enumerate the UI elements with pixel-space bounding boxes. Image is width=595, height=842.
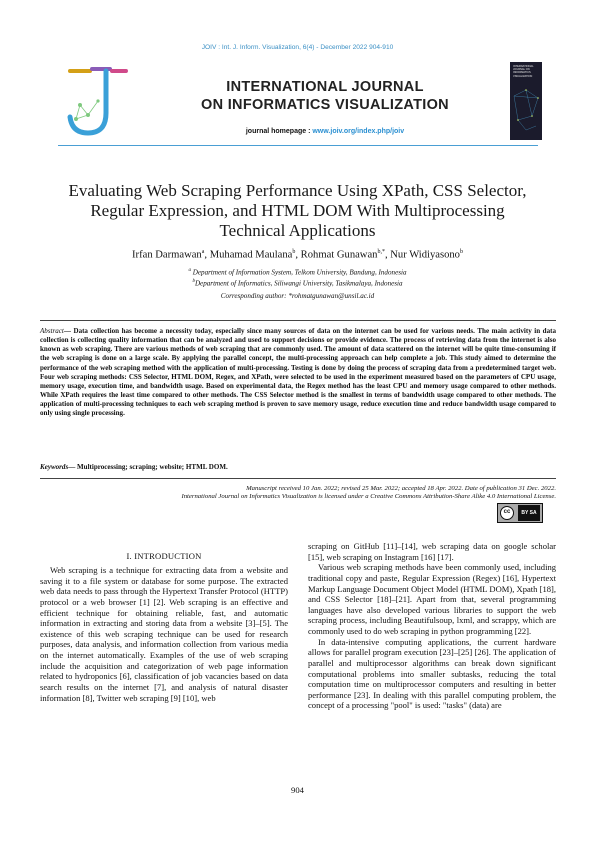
author-name: Nur Widiyasono <box>390 249 460 261</box>
cc-icon: cc <box>500 506 514 520</box>
abstract-top-rule <box>40 320 556 321</box>
author-name: Irfan Darmawan <box>132 249 202 261</box>
by-sa-icon: BY SA <box>518 505 540 521</box>
author-sup: b <box>459 249 463 255</box>
journal-title-line2: ON INFORMATICS VISUALIZATION <box>201 97 449 113</box>
header-divider <box>58 145 538 146</box>
affiliation-sup: a <box>188 268 191 273</box>
abstract-label: Abstract <box>40 327 64 335</box>
paragraph: scraping on GitHub [11]–[14], web scraping data on google scholar [15], web scraping on Instagram [16] [17]. <box>308 541 556 562</box>
body-column-left <box>40 565 288 703</box>
abstract-bottom-rule <box>40 478 556 479</box>
affiliation <box>60 268 535 276</box>
body-column-right <box>308 541 556 711</box>
author-name: Muhamad Maulana <box>209 249 293 261</box>
cover-title: INTERNATIONAL JOURNAL ON INFORMATICS VISUALIZATION <box>513 65 534 78</box>
affiliation-text: Department of Information System, Telkom University, Bandung, Indonesia <box>192 268 407 277</box>
paper-title: Evaluating Web Scraping Performance Using XPath, CSS Selector, Regular Expression, and HTML DOM With Multiprocessing Technical Applications <box>68 181 527 240</box>
paragraph: Web scraping is a technique for extracting data from a website and saving it to a file system or database for some purpose. The extracted web data needs to pass through the Hypertext Transfer Protocol (HTTP) protocol or a web browser [1] [2]. Web scraping is an effective and efficient technique for obtaining reliable, fast, and automatic information in extracting and storing data from a website [3]–[5]. The existence of this web scraping technique can be used for research purposes, data analysis, and information collection from various media on the internet automatically. Examples of the use of web scraping include the acquisition and categorization of web page information related to hydroponics [6], classification of job vacancies based on data search results on the internet [7], and analysis of natural disaster information [8], Twitter web scraping [9] [10], web <box>40 565 288 703</box>
author-sup: b,* <box>377 249 385 255</box>
journal-title <box>140 78 510 114</box>
affiliation <box>60 279 535 287</box>
section-heading: I. INTRODUCTION <box>126 551 202 561</box>
keywords <box>40 463 556 471</box>
keywords-text: — Multiprocessing; scraping; website; HTML DOM. <box>68 463 228 471</box>
page-number: 904 <box>291 785 304 795</box>
journal-title-line1: INTERNATIONAL JOURNAL <box>226 79 424 95</box>
author-sup: b <box>292 249 296 255</box>
affiliation-text: Department of Informatics, Siliwangi University, Tasikmalaya, Indonesia <box>194 279 403 288</box>
affiliation-sup: b <box>192 279 195 284</box>
running-header: JOIV : Int. J. Inform. Visualization, 6(4) - December 2022 904-910 <box>201 44 394 51</box>
cover-network-graphic <box>512 86 540 134</box>
abstract-text: — Data collection has become a necessity today, especially since many sources of data on the internet can be used for various needs. The main activity in data collection is collecting quality information that can be analyzed and used to support decisions or provide evidence. The process of retrieving data from the internet is also known as web scraping. There are various methods of web scraping that are commonly used. The amount of data scattered on the internet will be quite time-consuming if the web scraping is done on a large scale. By applying the parallel concept, the multi-processing approach can help complete a job. This study aimed to determine the performance of the web scraping method with the application of multi-processing. Testing is done by doing the process of scraping data from a predetermined target web. Four web scraping methods: CSS Selector, HTML DOM, Regex, and XPath, were selected to be used in the experiment measured based on the parameters of CPU usage, memory usage, execution time, and bandwidth usage. Based on experimental data, the Regex method has the least CPU and memory usage compared to other methods. While XPath requires the least time compared to other methods. The CSS Selector method is the smallest in terms of bandwidth usage compared to other methods. The application of multi-processing techniques to each web scraping method is proven to save memory usage, reduce execution time and reduce bandwidth usage compared to only using single processing. <box>40 327 556 418</box>
journal-cover-image <box>510 62 542 140</box>
manuscript-dates: Manuscript received 10 Jan. 2022; revised 25 Mar. 2022; accepted 18 Apr. 2022. Date of publication 31 Dec. 2022. <box>246 485 556 492</box>
author-sup: a <box>201 249 205 255</box>
paragraph: Various web scraping methods have been commonly used, including traditional copy and paste, Regular Expression (Regex) [16], Hypertext Markup Language Document Object Model (HTML DOM), Xpath [18], and CSS Selector [18]–[21]. Apart from that, several programming languages have also developed various libraries to support the web scraping process, including Beautifulsoup, lxml, and scrappy, which are commonly used to do web scraping in python programming [22]. <box>308 562 556 636</box>
corresponding-author: Corresponding author: *rohmatgunawan@unsil.ac.id <box>220 292 375 300</box>
homepage-label: journal homepage : <box>245 128 311 135</box>
paragraph: In data-intensive computing applications, the current hardware allows for parallel program execution [23]–[25] [26]. The application of parallel and multiprocessor algorithms can break down significant computational problems into smaller subtasks, reducing the total computation time on multiprocessor computers and resulting in better performance [23]. In dealing with this parallel computing problem, the concept of a processing "pool" is used: "tasks" (data) are <box>308 636 556 711</box>
abstract <box>40 327 556 419</box>
homepage-link[interactable]: www.joiv.org/index.php/joiv <box>312 128 405 135</box>
cc-license-badge[interactable] <box>497 503 543 523</box>
license-statement: International Journal on Informatics Visualization is licensed under a Creative Commons Attribution-Share Alike 4.0 International License. <box>181 493 556 500</box>
journal-homepage <box>140 128 510 135</box>
author-name: Rohmat Gunawan <box>300 249 378 261</box>
author-list: Irfan Darmawan$^a$, Muhamad Maulana$^b$, Rohmat Gunawan$^{b,*}$, Nur Widiyasono$^b$ <box>132 249 463 261</box>
journal-logo <box>62 61 132 139</box>
keywords-label: Keywords <box>40 463 69 471</box>
